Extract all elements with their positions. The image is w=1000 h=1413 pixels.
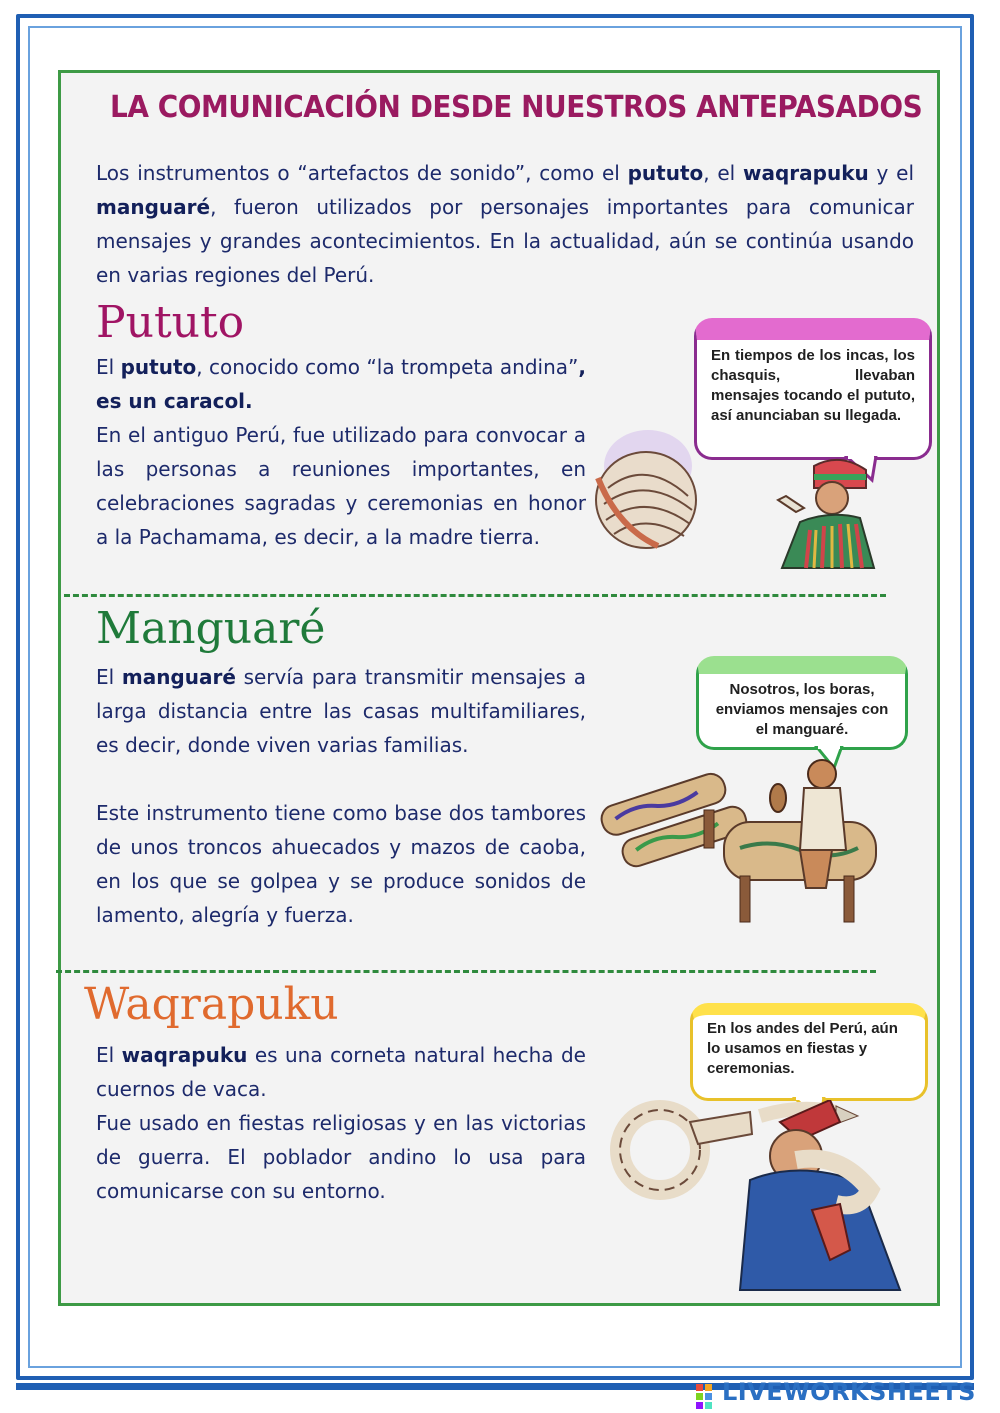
- manguare-heading: Manguaré: [96, 603, 326, 654]
- manguare-drums-illustration: [600, 758, 890, 928]
- chasqui-illustration: [770, 452, 880, 570]
- page-title: LA COMUNICACIÓN DESDE NUESTROS ANTEPASADOS: [110, 90, 923, 125]
- manguare-paragraph-1: El manguaré servía para transmitir mensajes a larga distancia entre las casas multifamiliares, es decir, donde viven varias familias.: [96, 665, 586, 757]
- section-divider-2: [56, 970, 876, 973]
- waqrapuku-bubble-text: En los andes del Perú, aún lo usamos en fiestas y ceremonias.: [707, 1020, 898, 1077]
- pututo-speech-bubble: [694, 318, 932, 460]
- manguare-paragraph-2: Este instrumento tiene como base dos tambores de unos troncos ahuecados y mazos de caoba, en los que se golpea y se produce sonidos de lamento, alegría y fuerza.: [96, 801, 586, 927]
- liveworksheets-watermark: LIVEWORKSHEETS: [722, 1378, 976, 1406]
- pututo-bubble-text: En tiempos de los incas, los chasquis, llevaban mensajes tocando el pututo, así anunciaban su llegada.: [711, 347, 915, 424]
- waqrapuku-paragraph-2: Fue usado en fiestas religiosas y en las victorias de guerra. El poblador andino lo usa para comunicarse con su entorno.: [96, 1111, 586, 1203]
- waqrapuku-paragraph-1: El waqrapuku es una corneta natural hecha de cuernos de vaca.: [96, 1043, 586, 1101]
- manguare-bubble-text: Nosotros, los boras, enviamos mensajes con el manguaré.: [715, 681, 889, 738]
- waqrapuku-speech-bubble: [690, 1003, 928, 1101]
- pututo-paragraph-2: En el antiguo Perú, fue utilizado para convocar a las personas a reuniones importantes, en celebraciones sagradas y ceremonias en honor a la Pachamama, es decir, a la madre tierra.: [96, 423, 586, 549]
- section-divider-1: [64, 594, 886, 597]
- intro-paragraph: Los instrumentos o “artefactos de sonido”, como el pututo, el waqrapuku y el manguaré, fueron utilizados por personajes importantes para comunicar mensajes y grandes acontecimientos. En la actualidad, aún se continúa usando en varias regiones del Perú.: [96, 161, 914, 287]
- pututo-paragraph-1: El pututo, conocido como “la trompeta andina”, es un caracol.: [96, 355, 586, 413]
- manguare-speech-bubble: [696, 656, 908, 750]
- pututo-heading: Pututo: [96, 297, 245, 348]
- waqrapuku-heading: Waqrapuku: [84, 979, 339, 1030]
- waqrapuku-horn-illustration: [600, 1100, 920, 1295]
- liveworksheets-logo-icon: [696, 1382, 722, 1410]
- conch-shell-illustration: [588, 418, 708, 560]
